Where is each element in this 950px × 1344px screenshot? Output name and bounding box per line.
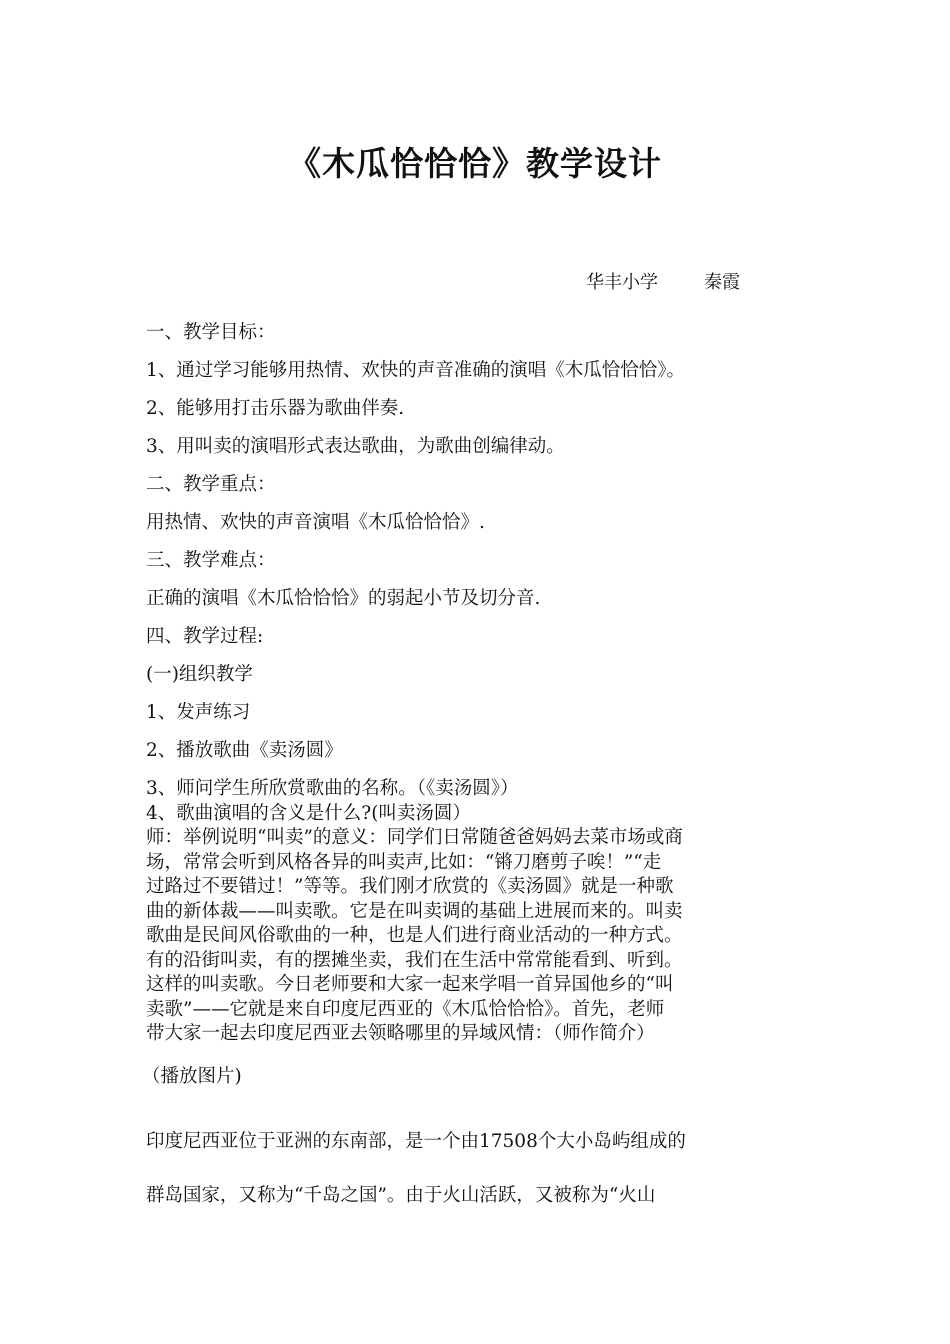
section-heading-goals: 一、教学目标： (146, 322, 276, 343)
paragraph-line: 歌曲是民间风俗歌曲的一种，也是人们进行商业活动的一种方式。 (146, 925, 683, 946)
paragraph-line: 这样的叫卖歌。今日老师要和大家一起来学唱一首异国他乡的“叫 (146, 974, 674, 995)
goal-item-2: 2、能够用打击乐器为歌曲伴奏. (146, 398, 405, 419)
section-heading-difficulties: 三、教学难点： (146, 550, 276, 571)
process-step-2: 2、播放歌曲《卖汤圆》 (146, 740, 343, 761)
process-subheading: (一)组织教学 (146, 664, 253, 685)
author-line (586, 268, 740, 294)
paragraph-line: 曲的新体裁——叫卖歌。它是在叫卖调的基础上进展而来的。叫卖 (146, 900, 683, 922)
paragraph-line: 带大家一起去印度尼西亚去领略哪里的异域风情：（师作简介） (146, 1023, 655, 1044)
paragraph-line: 过路过不要错过！”等等。我们刚才欣赏的《卖汤圆》就是一种歌 (146, 876, 674, 897)
goal-item-1: 1、通过学习能够用热情、欢快的声音准确的演唱《木瓜恰恰恰》。 (146, 360, 686, 381)
document-title: 《木瓜恰恰恰》教学设计 (288, 144, 662, 183)
process-step-4: 4、歌曲演唱的含义是什么?(叫卖汤圆） (146, 803, 471, 824)
section-heading-key-points: 二、教学重点： (146, 474, 276, 495)
paragraph-line: 卖歌”——它就是来自印度尼西亚的《木瓜恰恰恰》。首先，老师 (146, 998, 665, 1020)
difficulty-text: 正确的演唱《木瓜恰恰恰》的弱起小节及切分音. (146, 588, 541, 609)
indonesia-line-1: 印度尼西亚位于亚洲的东南部，是一个由17508个大小岛屿组成的 (146, 1131, 686, 1152)
author-name: 秦霞 (704, 272, 740, 293)
section-heading-process: 四、教学过程: (146, 626, 264, 647)
paragraph-line: 有的沿街叫卖，有的摆摊坐卖，我们在生活中常常能看到、听到。 (146, 949, 683, 971)
goal-item-3: 3、用叫卖的演唱形式表达歌曲，为歌曲创编律动。 (146, 436, 565, 457)
teacher-explanation-paragraph (146, 826, 806, 1047)
author-school: 华丰小学 (586, 272, 658, 293)
process-step-1: 1、发声练习 (146, 702, 251, 723)
key-point-text: 用热情、欢快的声音演唱《木瓜恰恰恰》. (146, 512, 485, 533)
indonesia-line-2: 群岛国家，又称为“千岛之国”。由于火山活跃，又被称为“火山 (146, 1185, 656, 1206)
process-step-3: 3、师问学生所欣赏歌曲的名称。（《卖汤圆》） (146, 778, 519, 799)
paragraph-line: 场，常常会听到风格各异的叫卖声,比如：“锵刀磨剪子唉！”“走 (146, 851, 662, 873)
paragraph-line: 师：举例说明“叫卖”的意义：同学们日常随爸爸妈妈去菜市场或商 (146, 827, 683, 848)
play-images-note: （播放图片) (142, 1066, 242, 1087)
